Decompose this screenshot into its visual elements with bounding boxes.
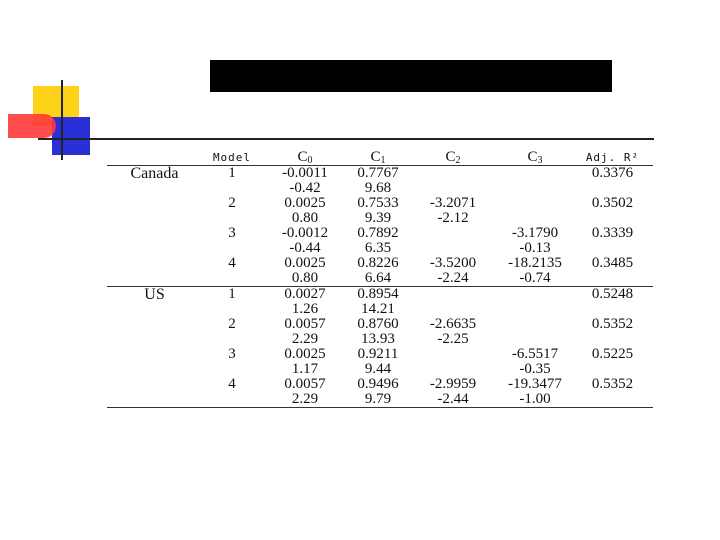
cell-c3: -18.2135 [508,255,562,271]
cell-c1: 0.7767 [348,166,408,182]
header-adj-r2: Adj. R² [585,151,640,164]
cell-model [202,211,262,226]
cell-c0: -0.0012 [281,225,329,241]
cell-c0: -0.42 [289,180,321,196]
cell-c2 [408,226,498,241]
cell-c1: 0.9211 [357,346,399,362]
table-row [107,317,653,332]
cell-country [107,196,202,211]
cell-model: 4 [228,376,236,392]
cell-c2: -2.9959 [429,376,477,392]
cell-r2 [572,211,653,226]
cell-c3: -3.1790 [511,225,559,241]
cell-r2 [572,332,653,347]
cell-model [202,392,262,408]
cell-c3 [498,211,572,226]
cell-r2: 0.5352 [591,316,634,332]
cell-c2 [408,287,498,303]
cell-r2 [572,302,653,317]
cell-r2: 0.3485 [591,255,634,271]
table-body [107,166,653,408]
cell-c1: 0.7533 [357,195,399,211]
cell-c1: 13.93 [361,331,395,347]
header-country [107,145,202,166]
table-row [107,241,653,256]
cell-c0: 0.0025 [284,195,326,211]
cell-c3 [498,332,572,347]
cell-c2: -3.5200 [429,255,477,271]
ornament-vertical-line [61,80,63,160]
cell-c0: 0.80 [291,210,319,226]
cell-c2: -3.2071 [429,195,477,211]
cell-c2 [408,181,498,196]
header-c3: $C_3$ [527,149,543,166]
cell-c0: -0.0011 [262,166,348,182]
cell-r2 [572,241,653,256]
table-row [107,332,653,347]
cell-c0: 0.80 [291,270,319,286]
cell-r2: 0.5248 [572,287,653,303]
cell-r2: 0.5352 [591,376,634,392]
cell-c3: -0.74 [519,270,551,286]
cell-country [107,302,202,317]
cell-c1: 0.7892 [357,225,399,241]
cell-c1: 6.64 [364,270,392,286]
cell-country [107,241,202,256]
ornament-blue-square [52,117,90,155]
cell-c0: 0.0057 [284,376,326,392]
redacted-title-bar [210,60,612,92]
table-row [107,271,653,287]
cell-c1: 9.68 [364,180,392,196]
cell-country: Canada [107,166,202,182]
cell-model: 3 [228,225,236,241]
cell-r2 [572,271,653,287]
cell-c1: 0.8760 [357,316,399,332]
cell-country [107,347,202,362]
cell-c3 [498,302,572,317]
cell-r2 [572,392,653,408]
cell-c1: 6.35 [364,240,392,256]
cell-model [202,181,262,196]
cell-r2: 0.3339 [591,225,634,241]
cell-c1: 9.44 [364,361,392,377]
cell-c3: -6.5517 [511,346,559,362]
cell-c0: 2.29 [291,331,319,347]
header-c1: $C_1$ [370,149,386,166]
cell-c3 [498,196,572,211]
cell-c1: 0.9496 [357,376,399,392]
cell-model [202,241,262,256]
cell-c2 [408,241,498,256]
cell-country [107,256,202,271]
table-row [107,287,653,303]
cell-model [202,362,262,377]
cell-country [107,392,202,408]
cell-c2: -2.25 [437,331,469,347]
cell-c2: -2.12 [437,210,469,226]
regression-results-table [107,145,653,408]
cell-r2: 0.5225 [591,346,634,362]
cell-model: 2 [228,195,236,211]
cell-c0: 0.0057 [284,316,326,332]
cell-c3: -19.3477 [508,376,562,392]
table-row [107,166,653,182]
cell-r2: 0.3376 [572,166,653,182]
table-row [107,211,653,226]
cell-country [107,332,202,347]
header-model: Model [212,151,252,164]
cell-c1: 14.21 [361,301,395,317]
cell-model [202,302,262,317]
cell-c0: 1.17 [291,361,319,377]
cell-country [107,181,202,196]
cell-c0: 0.0025 [284,346,326,362]
table-row [107,392,653,408]
cell-c0: 0.0027 [262,287,348,303]
cell-c3 [498,181,572,196]
table-row [107,347,653,362]
cell-c2 [408,347,498,362]
cell-c2 [408,302,498,317]
cell-c0: 2.29 [262,392,348,408]
table-row [107,377,653,392]
cell-model: 2 [228,316,236,332]
cell-c3: -0.35 [519,361,551,377]
cell-c2: -2.44 [408,392,498,408]
table-row [107,226,653,241]
cell-c3: -1.00 [498,392,572,408]
table-row [107,256,653,271]
cell-c0: 1.26 [291,301,319,317]
cell-country: US [107,287,202,303]
cell-country [107,377,202,392]
table-row [107,181,653,196]
cell-country [107,226,202,241]
cell-model: 4 [228,255,236,271]
cell-country [107,211,202,226]
cell-model [202,332,262,347]
cell-country [107,362,202,377]
cell-c2: -2.24 [437,270,469,286]
cell-r2: 0.3502 [591,195,634,211]
cell-country [107,317,202,332]
table-row [107,302,653,317]
table-row [107,362,653,377]
cell-model: 1 [202,166,262,182]
cell-c3 [498,287,572,303]
cell-r2 [572,362,653,377]
cell-model [202,271,262,287]
cell-c1: 9.79 [348,392,408,408]
cell-c3: -0.13 [519,240,551,256]
cell-model: 3 [228,346,236,362]
cell-model: 1 [202,287,262,303]
cell-c2 [408,166,498,182]
header-c0: $C_0$ [297,149,313,166]
cell-c0: -0.44 [289,240,321,256]
cell-r2 [572,181,653,196]
cell-c1: 9.39 [364,210,392,226]
table-header-row [107,145,653,166]
title-divider-line [38,138,654,140]
cell-c1: 0.8226 [357,255,399,271]
cell-c3 [498,166,572,182]
cell-c3 [498,317,572,332]
ornament-red-shape [8,114,56,138]
table-row [107,196,653,211]
cell-c2 [408,362,498,377]
cell-c1: 0.8954 [348,287,408,303]
cell-c0: 0.0025 [284,255,326,271]
cell-c2: -2.6635 [429,316,477,332]
cell-country [107,271,202,287]
header-c2: $C_2$ [445,149,461,166]
